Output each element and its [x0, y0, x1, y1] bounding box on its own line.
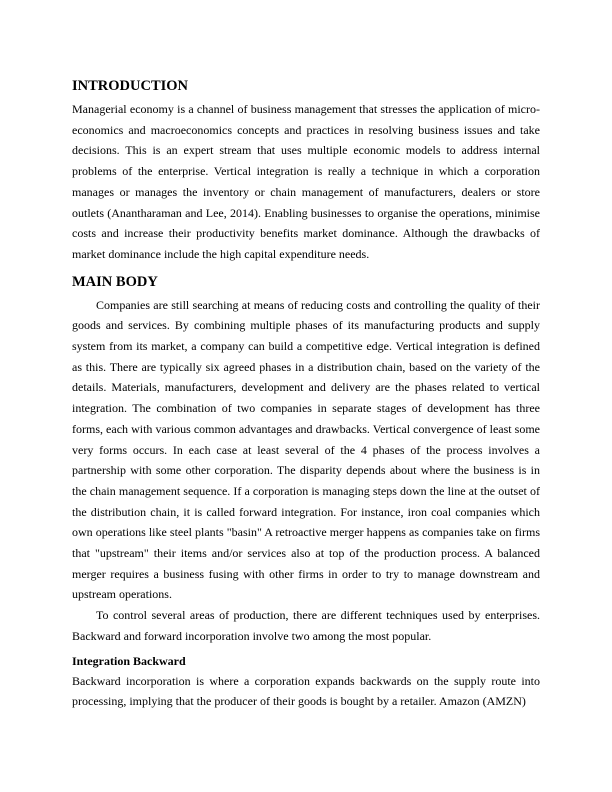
integration-backward-paragraph: Backward incorporation is where a corporation expands backwards on the supply route into processing, implying that the producer of their goods is bought by a retailer. Amazon (AMZN)	[72, 673, 540, 709]
main-body-heading: MAIN BODY	[72, 273, 158, 290]
integration-backward-heading: Integration Backward	[72, 653, 186, 668]
main-body-paragraph-1: Companies are still searching at means of reducing costs and controlling the quality of their goods and services. By combining multiple phases of its manufacturing products and supply system from its market, a company can build a competitive edge. Vertical integration is defined as this. There are typically six agreed phases in a distribution chain, based on the variety of the details. Materials, manufacturers, development and delivery are the phases related to vertical integration. The combination of two companies in separate stages of development has three forms, each with various common advantages and drawbacks. Vertical convergence of least some very forms occurs. In each case at least several of the 4 phases of the process involves a partnership with some other corporation. The disparity depends about where the business is in the chain management sequence. If a corporation is managing steps down the line at the outset of the distribution chain, it is called forward integration. For instance, iron coal companies which own operations like steel plants "basin" A retroactive merger happens as companies take on firms that "upstream" their items and/or services also at top of the production process. A balanced merger requires a business fusing with other firms in order to try to manage downstream and upstream operations.	[72, 297, 540, 602]
main-body-paragraph-2: To control several areas of production, there are different techniques used by enterprises. Backward and forward incorporation involve two among the most popular.	[72, 608, 540, 643]
introduction-paragraph: Managerial economy is a channel of business management that stresses the application of micro-economics and macroeconomics concepts and practices in resolving business issues and take decisions. This is an expert stream that uses multiple economic models to address internal problems of the enterprise. Vertical integration is really a technique in which a corporation manages or manages the inventory or chain management of manufacturers, dealers or store outlets (Anantharaman and Lee, 2014). Enabling businesses to organise the operations, minimise costs and increase their productivity benefits market dominance. Although the drawbacks of market dominance include the high capital expenditure needs.	[72, 102, 540, 261]
introduction-heading: INTRODUCTION	[72, 78, 189, 94]
